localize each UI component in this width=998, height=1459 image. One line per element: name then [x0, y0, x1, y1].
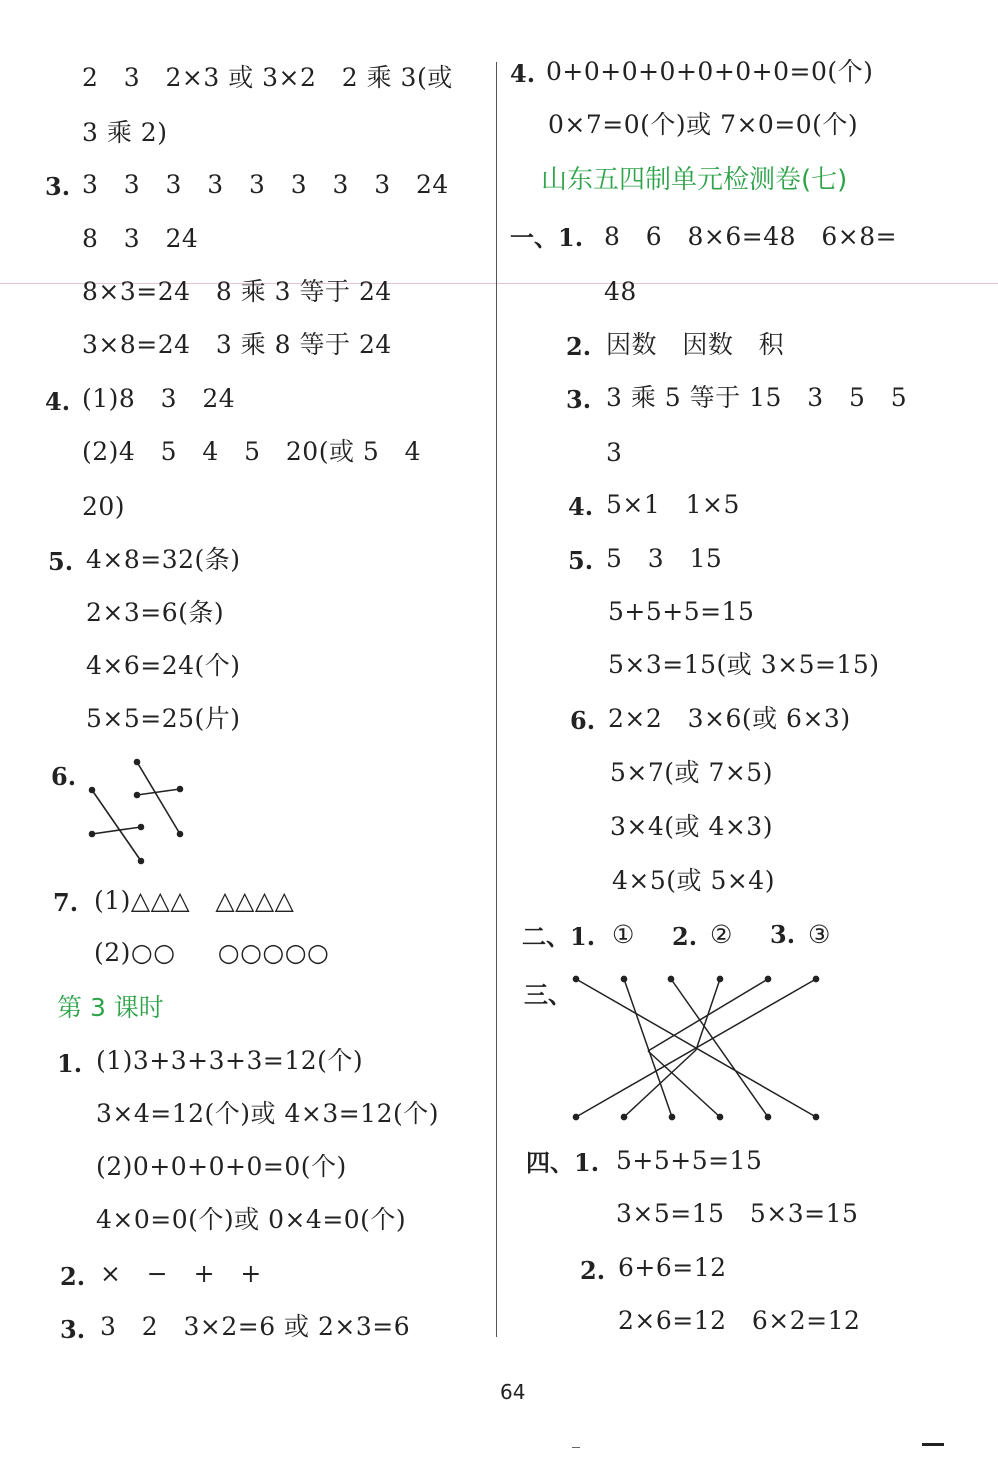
question-number: 2.	[672, 922, 698, 951]
question-number: 5.	[48, 547, 74, 576]
answer-line: (2)4 5 4 5 20(或 5 4	[82, 437, 422, 466]
answer-line: 3×4=12(个)或 4×3=12(个)	[96, 1099, 439, 1128]
part-number: 二、1.	[522, 922, 596, 951]
answer-line: 20)	[82, 492, 126, 521]
answer-line: 2 3 2×3 或 3×2 2 乘 3(或	[82, 63, 453, 92]
answer-line: 5×1 1×5	[606, 490, 740, 519]
question-number: 2.	[566, 332, 592, 361]
answer-line: 因数 因数 积	[606, 330, 785, 359]
answer-choice: ②	[710, 920, 733, 949]
answer-line: 2×6=12 6×2=12	[618, 1306, 861, 1335]
answer-choice: ③	[808, 920, 831, 949]
question-number: 3.	[60, 1315, 86, 1344]
answer-line: 3×5=15 5×3=15	[616, 1199, 859, 1228]
question-number: 3.	[770, 920, 796, 949]
answer-line: (1)8 3 24	[82, 384, 236, 413]
answer-line: 4×5(或 5×4)	[612, 866, 775, 895]
part-number: 一、1.	[510, 223, 584, 252]
answer-line: 6+6=12	[618, 1253, 727, 1282]
answer-line: 5×3=15(或 3×5=15)	[608, 650, 880, 679]
page-number: 64	[500, 1380, 526, 1404]
question-number: 4.	[510, 59, 536, 88]
section-heading: 第 3 课时	[57, 993, 164, 1022]
answer-line: 5×5=25(片)	[86, 704, 241, 733]
answer-line: 8 3 24	[82, 224, 199, 253]
answer-line: 4×0=0(个)或 0×4=0(个)	[96, 1205, 407, 1234]
answer-line: (1)3+3+3+3=12(个)	[96, 1046, 364, 1075]
part-number: 四、1.	[526, 1148, 600, 1177]
answer-line: (2)○○ ○○○○○	[94, 938, 330, 967]
answer-line: 2×2 3×6(或 6×3)	[608, 704, 851, 733]
answer-line: 3×8=24 3 乘 8 等于 24	[82, 330, 392, 359]
answer-line: 4×6=24(个)	[86, 651, 241, 680]
answer-line: 48	[604, 277, 637, 306]
question-number: 6.	[570, 706, 596, 735]
answer-line: 0×7=0(个)或 7×0=0(个)	[548, 110, 859, 139]
answer-line: × − + +	[100, 1259, 262, 1288]
answer-line: 3 乘 2)	[82, 118, 168, 147]
question-number: 3.	[45, 172, 71, 201]
question-number: 2.	[60, 1262, 86, 1291]
answer-line: 8 6 8×6=48 6×8=	[604, 222, 898, 251]
question-number: 3.	[566, 385, 592, 414]
question-number: 4.	[568, 492, 594, 521]
part-number: 三、	[524, 980, 572, 1009]
question-number: 1.	[57, 1049, 83, 1078]
question-number: 6.	[51, 762, 77, 791]
answer-line: 3 3 3 3 3 3 3 3 24	[82, 170, 449, 199]
scan-mark	[572, 1447, 580, 1448]
question-number: 5.	[568, 546, 594, 575]
answer-line: 4×8=32(条)	[86, 545, 241, 574]
answer-line: 5+5+5=15	[616, 1146, 763, 1175]
answer-line: 3×4(或 4×3)	[610, 812, 773, 841]
question-number: 7.	[53, 888, 79, 917]
answer-line: (2)0+0+0+0=0(个)	[96, 1152, 347, 1181]
answer-choice: ①	[612, 920, 635, 949]
answer-line: 8×3=24 8 乘 3 等于 24	[82, 277, 392, 306]
answer-line: (1)△△△ △△△△	[94, 886, 295, 915]
answer-line: 2×3=6(条)	[86, 598, 225, 627]
answer-line: 3 2 3×2=6 或 2×3=6	[100, 1312, 411, 1341]
answer-line: 5 3 15	[606, 544, 723, 573]
scan-mark	[922, 1443, 944, 1446]
question-number: 2.	[580, 1256, 606, 1285]
answer-line: 0+0+0+0+0+0+0=0(个)	[546, 57, 874, 86]
answer-line: 5×7(或 7×5)	[610, 758, 773, 787]
answer-line: 3 乘 5 等于 15 3 5 5	[606, 383, 908, 412]
answer-line: 5+5+5=15	[608, 597, 755, 626]
question-number: 4.	[45, 387, 71, 416]
answer-line: 3	[606, 438, 623, 467]
test-title: 山东五四制单元检测卷(七)	[541, 165, 848, 195]
